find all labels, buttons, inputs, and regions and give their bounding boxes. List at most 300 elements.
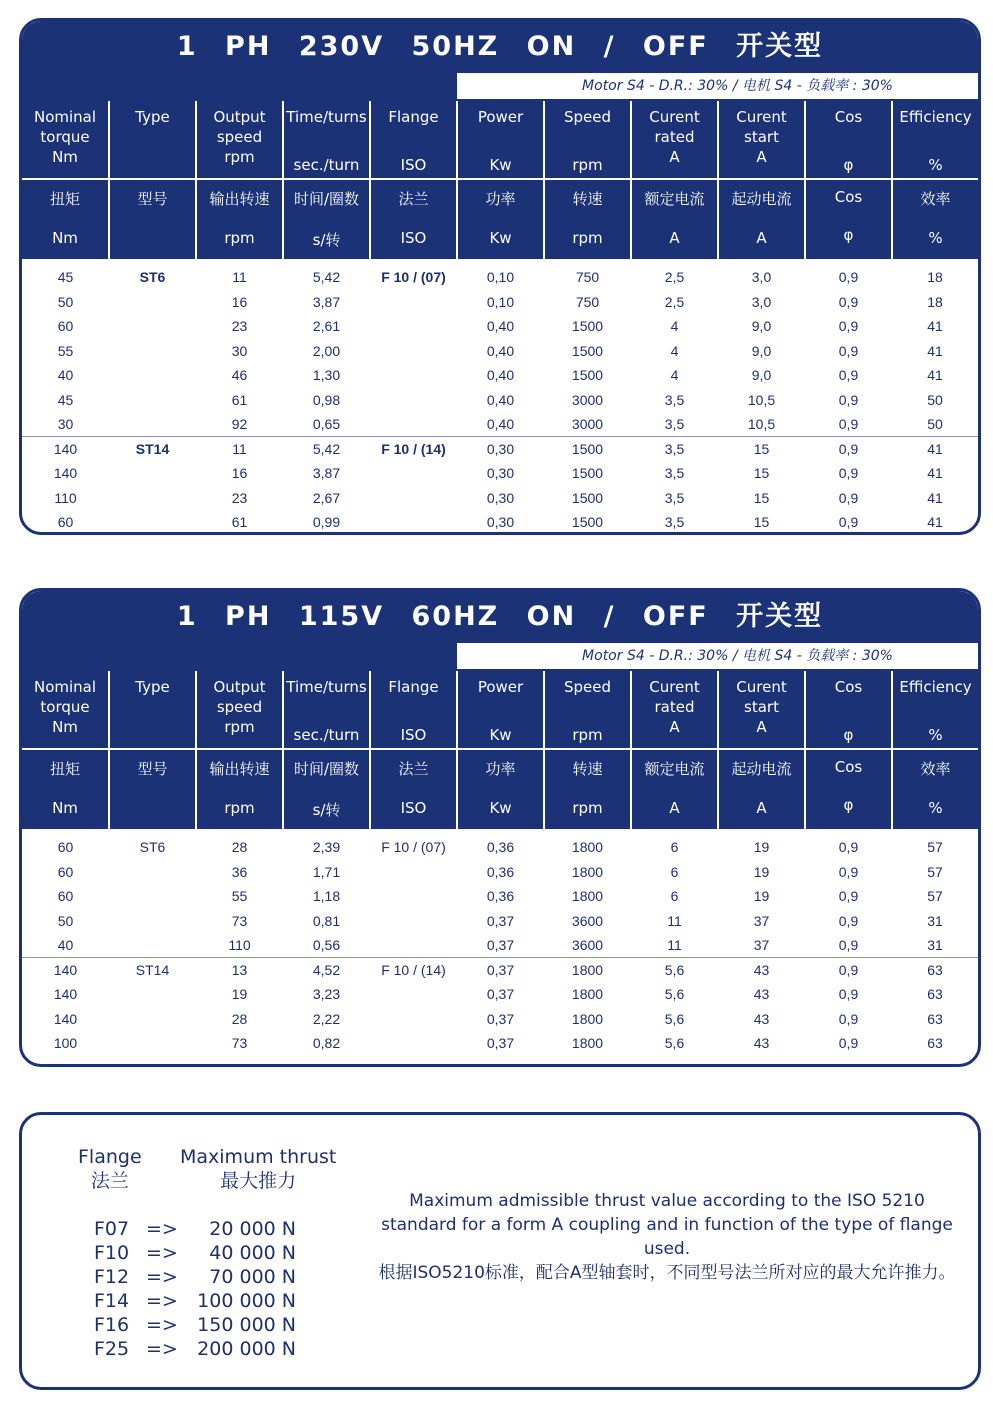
header-line: Efficiency	[899, 678, 972, 696]
cell-current-start: 10,5	[747, 391, 776, 408]
motor-row	[22, 641, 978, 671]
cell-flange	[370, 339, 457, 364]
cell-current-start: 37	[753, 912, 770, 929]
table-header	[22, 671, 978, 829]
header-cn-unit: φ	[843, 796, 854, 814]
cell-current-rated: 4	[670, 367, 679, 384]
cell-current-start: 3,0	[751, 293, 772, 310]
cell-current-start: 15	[753, 465, 770, 482]
cell-flange	[370, 461, 457, 486]
table-row	[22, 884, 978, 909]
cell-speed: 1500	[571, 342, 604, 359]
header-line: Curent	[649, 108, 700, 126]
cell-output-speed: 23	[231, 489, 248, 506]
header-line: Flange	[388, 108, 439, 126]
cell-output-speed: 73	[231, 912, 248, 929]
cell-flange: F 10 / (14)	[370, 437, 457, 462]
cell-current-start: 19	[753, 888, 770, 905]
header-cn-torque	[22, 179, 109, 259]
cell-torque: 60	[57, 839, 74, 856]
cell-time-turns: 1,18	[312, 888, 341, 905]
cell-efficiency: 41	[927, 318, 943, 335]
cell-time-turns: 2,22	[312, 1010, 341, 1027]
header-line: rated	[654, 698, 695, 716]
cell-cos: 0,9	[838, 937, 859, 953]
header-cn-torque	[22, 749, 109, 829]
header-cn-unit: rpm	[224, 229, 255, 247]
cell-type	[109, 1031, 196, 1056]
cell-flange	[370, 510, 457, 535]
data-table	[22, 265, 978, 535]
thrust-value: 100 000 N	[197, 1290, 296, 1312]
cell-speed: 3600	[571, 937, 604, 953]
cell-power: 0,40	[486, 416, 515, 432]
table-row	[22, 510, 978, 535]
cell-speed: 1800	[571, 863, 604, 880]
cell-current-start: 15	[718, 437, 805, 462]
header-line: torque	[40, 128, 90, 146]
header-cn-label: 起动电流	[731, 190, 792, 208]
cell-current-rated: 2,5	[664, 293, 685, 310]
cell-efficiency: 57	[927, 863, 943, 880]
thrust-row	[94, 1265, 296, 1289]
header-efficiency	[892, 671, 978, 749]
cell-current-start: 9,0	[751, 342, 772, 359]
header-cn-unit: %	[928, 799, 943, 817]
header-cn-label: 功率	[485, 760, 516, 778]
header-line: start	[744, 698, 779, 716]
cell-speed: 3000	[571, 391, 604, 408]
cell-type: ST14	[109, 437, 196, 462]
max-thrust-heading-cn: 最大推力	[220, 1170, 297, 1192]
cell-time-turns: 1,71	[312, 863, 341, 880]
header-cn-label: 法兰	[398, 190, 429, 208]
thrust-note-cn: 根据ISO5210标准，配合A型轴套时，不同型号法兰所对应的最大允许推力。	[378, 1263, 956, 1283]
cell-output-speed: 13	[196, 958, 283, 983]
cell-output-speed: 28	[231, 839, 248, 856]
header-cn-label: 时间/圈数	[293, 760, 360, 778]
header-speed	[544, 101, 631, 179]
cell-speed: 1800	[571, 1010, 604, 1027]
table-title: 1 PH 115V 60HZ ON / OFF 开关型	[22, 591, 978, 641]
arrow: =>	[146, 1242, 178, 1264]
header-type	[109, 101, 196, 179]
cell-type: ST6	[139, 839, 166, 856]
header-cn-label: 额定电流	[644, 760, 705, 778]
cell-cos: 0,9	[838, 1035, 859, 1052]
cell-speed: 1500	[571, 514, 604, 531]
cell-current-start: 9,0	[751, 318, 772, 335]
cell-power: 0,30	[457, 437, 544, 462]
cell-torque: 140	[22, 958, 109, 983]
header-power	[457, 671, 544, 749]
cell-type	[109, 486, 196, 511]
cell-current-rated: 2,5	[664, 269, 685, 286]
cell-output-speed: 11	[196, 437, 283, 462]
cell-torque: 40	[57, 937, 74, 953]
header-line: Type	[135, 678, 170, 696]
header-cn-label: 转速	[572, 760, 603, 778]
cell-current-rated: 6	[670, 863, 679, 880]
cell-type	[109, 860, 196, 885]
cell-current-start: 19	[753, 863, 770, 880]
header-line: speed	[216, 128, 263, 146]
table-row	[22, 982, 978, 1007]
header-cn-efficiency	[892, 179, 978, 259]
cell-output-speed: 46	[231, 367, 248, 384]
cell-speed: 750	[575, 293, 600, 310]
cell-speed: 750	[575, 269, 600, 286]
cell-power: 0,40	[486, 342, 515, 359]
table-row	[22, 909, 978, 934]
cell-cos: 0,9	[838, 342, 859, 359]
table-header	[22, 101, 978, 259]
cell-power: 0,40	[486, 318, 515, 335]
header-cn-label: 转速	[572, 190, 603, 208]
header-cn-label: 扭矩	[49, 190, 80, 208]
cell-current-rated: 5,6	[664, 1035, 685, 1052]
cell-flange: F 10 / (07)	[381, 839, 446, 856]
cell-efficiency: 31	[927, 937, 943, 953]
header-cn-label: 型号	[137, 190, 168, 208]
header-line: Time/turns	[286, 108, 367, 126]
cell-current-start: 43	[753, 1035, 770, 1052]
table-row	[22, 835, 978, 860]
cell-output-speed: 11	[232, 269, 247, 286]
cell-efficiency: 63	[892, 958, 978, 983]
cell-efficiency: 41	[927, 514, 943, 531]
thrust-note-en: Maximum admissible thrust value according to the ISO 5210 standard for a form A coupling and in function of the type of flange used.	[381, 1191, 953, 1259]
cell-cos: 0,9	[838, 863, 859, 880]
cell-flange	[370, 363, 457, 388]
header-cn-row	[22, 749, 978, 829]
cell-type	[109, 510, 196, 535]
arrow: =>	[146, 1314, 178, 1336]
cell-current-rated: 5,6	[664, 1010, 685, 1027]
header-line: Cos	[834, 108, 863, 126]
header-cn-label: 输出转速	[209, 190, 270, 208]
cell-torque: 55	[57, 342, 74, 359]
header-time-turns	[283, 101, 370, 179]
cell-flange	[370, 982, 457, 1007]
cell-time-turns: 1,30	[312, 367, 341, 384]
cell-time-turns: 2,61	[312, 318, 341, 335]
cell-output-speed: 110	[228, 937, 251, 953]
thrust-row	[94, 1289, 296, 1313]
cell-flange	[370, 884, 457, 909]
header-cn-unit: A	[669, 799, 680, 817]
header-line: Output	[213, 678, 266, 696]
header-line: sec./turn	[293, 726, 360, 744]
cell-power: 0,37	[486, 912, 515, 929]
cell-flange: F 10 / (07)	[381, 269, 446, 286]
cell-output-speed: 16	[231, 465, 248, 482]
cell-current-rated: 3,5	[664, 391, 685, 408]
table-row	[22, 860, 978, 885]
header-cn-current-rated	[631, 179, 718, 259]
header-line: rpm	[572, 156, 603, 174]
cell-efficiency: 41	[927, 342, 943, 359]
header-line: ISO	[400, 726, 427, 744]
cell-efficiency: 41	[927, 465, 943, 482]
cell-type	[109, 290, 196, 315]
header-cn-label: 扭矩	[49, 760, 80, 778]
table-230v-panel	[19, 18, 981, 535]
thrust-value: 200 000 N	[197, 1338, 296, 1360]
header-line: Time/turns	[286, 678, 367, 696]
cell-type	[109, 314, 196, 339]
cell-power: 0,37	[486, 1035, 515, 1052]
cell-current-rated: 3,5	[664, 465, 685, 482]
cell-cos: 0,9	[838, 986, 859, 1003]
header-cn-unit: ISO	[400, 799, 427, 817]
cell-type: ST6	[139, 269, 166, 286]
cell-power: 0,37	[457, 958, 544, 983]
cell-time-turns: 2,00	[312, 342, 341, 359]
header-line: torque	[40, 698, 90, 716]
cell-type	[109, 884, 196, 909]
header-line: A	[669, 718, 680, 736]
cell-output-speed: 36	[231, 863, 248, 880]
cell-output-speed: 16	[231, 293, 248, 310]
cell-efficiency: 18	[927, 293, 943, 310]
cell-time-turns: 2,67	[312, 489, 341, 506]
cell-flange	[370, 486, 457, 511]
header-line: start	[744, 128, 779, 146]
cell-efficiency: 50	[927, 391, 943, 408]
cell-type	[109, 909, 196, 934]
cell-current-start: 3,0	[751, 269, 772, 286]
cell-power: 0,10	[486, 269, 515, 286]
cell-efficiency: 31	[927, 912, 943, 929]
arrow: =>	[146, 1290, 178, 1312]
header-line: rpm	[572, 726, 603, 744]
table-row	[22, 412, 978, 437]
cell-torque: 60	[57, 318, 74, 335]
cell-output-speed: 92	[231, 416, 248, 432]
cell-current-rated: 5,6	[631, 958, 718, 983]
cell-power: 0,36	[486, 839, 515, 856]
header-cn-output-speed	[196, 179, 283, 259]
cell-efficiency: 63	[927, 1035, 943, 1052]
cell-type: ST14	[109, 958, 196, 983]
header-output-speed	[196, 101, 283, 179]
cell-time-turns: 5,42	[283, 437, 370, 462]
cell-torque: 50	[57, 912, 74, 929]
header-line: Kw	[489, 156, 512, 174]
cell-cos: 0,9	[805, 437, 892, 462]
motor-row	[22, 71, 978, 101]
cell-power: 0,10	[486, 293, 515, 310]
cell-speed: 1500	[571, 465, 604, 482]
cell-power: 0,30	[486, 489, 515, 506]
table-row	[22, 265, 978, 290]
cell-current-rated: 11	[667, 937, 682, 953]
header-cn-row	[22, 179, 978, 259]
table-row	[22, 1031, 978, 1056]
table-row	[22, 388, 978, 413]
cell-time-turns: 0,81	[312, 912, 341, 929]
cell-current-rated: 4	[670, 342, 679, 359]
cell-time-turns: 4,52	[283, 958, 370, 983]
flange-code: F07	[94, 1218, 130, 1240]
header-type	[109, 671, 196, 749]
header-cn-label: Cos	[834, 188, 863, 206]
header-cn-unit: Nm	[52, 799, 78, 817]
header-torque	[22, 671, 109, 749]
cell-efficiency: 18	[927, 269, 943, 286]
header-cn-unit: s/转	[312, 231, 341, 249]
header-line: Nm	[52, 718, 78, 736]
cell-torque: 110	[54, 489, 77, 506]
header-line: A	[756, 718, 767, 736]
cell-type	[109, 339, 196, 364]
header-en-row	[22, 101, 978, 179]
cell-output-speed: 19	[231, 986, 248, 1003]
header-line: Nominal	[33, 108, 97, 126]
cell-output-speed: 61	[231, 514, 248, 531]
header-power	[457, 101, 544, 179]
header-line: rpm	[224, 148, 255, 166]
cell-output-speed: 28	[231, 1010, 248, 1027]
header-cn-efficiency	[892, 749, 978, 829]
cell-power: 0,40	[486, 367, 515, 384]
table-row	[22, 314, 978, 339]
cell-time-turns: 5,42	[312, 269, 341, 286]
header-cn-unit: rpm	[224, 799, 255, 817]
header-cn-flange	[370, 179, 457, 259]
header-cn-unit: Kw	[489, 799, 512, 817]
header-cn-current-start	[718, 179, 805, 259]
table-row	[22, 958, 978, 983]
cell-speed: 3600	[571, 912, 604, 929]
table-row	[22, 437, 978, 462]
header-line: Cos	[834, 678, 863, 696]
cell-current-start: 43	[718, 958, 805, 983]
header-line: Type	[135, 108, 170, 126]
header-cn-unit: Kw	[489, 229, 512, 247]
table-row	[22, 363, 978, 388]
cell-time-turns: 0,65	[312, 416, 341, 432]
cell-efficiency: 57	[927, 888, 943, 905]
flange-code: F16	[94, 1314, 130, 1336]
header-cn-label: 输出转速	[209, 760, 270, 778]
cell-cos: 0,9	[838, 318, 859, 335]
table-title: 1 PH 230V 50HZ ON / OFF 开关型	[22, 21, 978, 71]
flange-code: F14	[94, 1290, 130, 1312]
cell-flange	[370, 860, 457, 885]
header-line: φ	[843, 156, 854, 174]
header-cn-current-rated	[631, 749, 718, 829]
cell-flange: F 10 / (14)	[370, 958, 457, 983]
header-line: Speed	[563, 678, 612, 696]
cell-speed: 1800	[544, 958, 631, 983]
thrust-value: 20 000 N	[209, 1218, 296, 1240]
cell-cos: 0,9	[838, 1010, 859, 1027]
header-line: speed	[216, 698, 263, 716]
header-cn-label: 功率	[485, 190, 516, 208]
cell-speed: 1800	[571, 839, 604, 856]
arrow: =>	[146, 1338, 178, 1360]
header-line: Output	[213, 108, 266, 126]
header-cn-unit: rpm	[572, 799, 603, 817]
header-current-start	[718, 101, 805, 179]
flange-heading	[78, 1145, 142, 1193]
header-cn-current-start	[718, 749, 805, 829]
cell-current-start: 43	[753, 986, 770, 1003]
cell-torque: 60	[57, 514, 74, 531]
cell-torque: 45	[57, 391, 74, 408]
cell-flange	[370, 290, 457, 315]
cell-type	[109, 412, 196, 437]
cell-time-turns: 0,98	[312, 391, 341, 408]
thrust-row	[94, 1217, 296, 1241]
flange-heading-en: Flange	[78, 1146, 142, 1168]
cell-power: 0,37	[486, 937, 515, 953]
cell-output-speed: 30	[231, 342, 248, 359]
thrust-list	[94, 1217, 296, 1361]
max-thrust-heading	[180, 1145, 336, 1193]
cell-cos: 0,9	[838, 367, 859, 384]
thrust-value: 150 000 N	[197, 1314, 296, 1336]
header-cn-power	[457, 749, 544, 829]
cell-type	[109, 363, 196, 388]
header-line: %	[928, 156, 943, 174]
cell-torque: 100	[53, 1035, 78, 1052]
header-line: Flange	[388, 678, 439, 696]
header-line: Speed	[563, 108, 612, 126]
cell-cos: 0,9	[838, 269, 859, 286]
cell-speed: 1500	[571, 318, 604, 335]
table-115v-panel	[19, 588, 981, 1067]
cell-speed: 1500	[544, 437, 631, 462]
cell-power: 0,36	[486, 863, 515, 880]
cell-time-turns: 2,39	[312, 839, 341, 856]
header-line: ISO	[400, 156, 427, 174]
header-efficiency	[892, 101, 978, 179]
header-line: Curent	[736, 678, 787, 696]
header-output-speed	[196, 671, 283, 749]
cell-current-start: 10,5	[747, 416, 776, 432]
header-torque	[22, 101, 109, 179]
table-row	[22, 486, 978, 511]
cell-type	[109, 1007, 196, 1032]
flange-code: F12	[94, 1266, 130, 1288]
header-line: rated	[654, 128, 695, 146]
header-cn-label: 法兰	[398, 760, 429, 778]
motor-label: Motor S4 - D.R.: 30% / 电机 S4 - 负载率 : 30%	[455, 73, 978, 99]
cell-time-turns: 3,87	[312, 465, 341, 482]
cell-flange	[370, 933, 457, 958]
cell-current-rated: 3,5	[664, 416, 685, 432]
cell-speed: 1500	[571, 367, 604, 384]
cell-efficiency: 41	[927, 367, 943, 384]
cell-speed: 1800	[571, 888, 604, 905]
cell-current-rated: 3,5	[631, 437, 718, 462]
header-cn-unit: s/转	[312, 801, 341, 819]
cell-power: 0,30	[486, 465, 515, 482]
header-line: Efficiency	[899, 108, 972, 126]
cell-cos: 0,9	[838, 839, 859, 856]
header-cn-label: 效率	[920, 190, 951, 208]
cell-current-start: 15	[753, 489, 770, 506]
header-cn-label: Cos	[834, 758, 863, 776]
cell-current-rated: 3,5	[664, 489, 685, 506]
cell-current-rated: 11	[667, 912, 682, 929]
header-cn-unit: Nm	[52, 229, 78, 247]
cell-torque: 140	[53, 465, 78, 482]
header-cn-label: 时间/圈数	[293, 190, 360, 208]
